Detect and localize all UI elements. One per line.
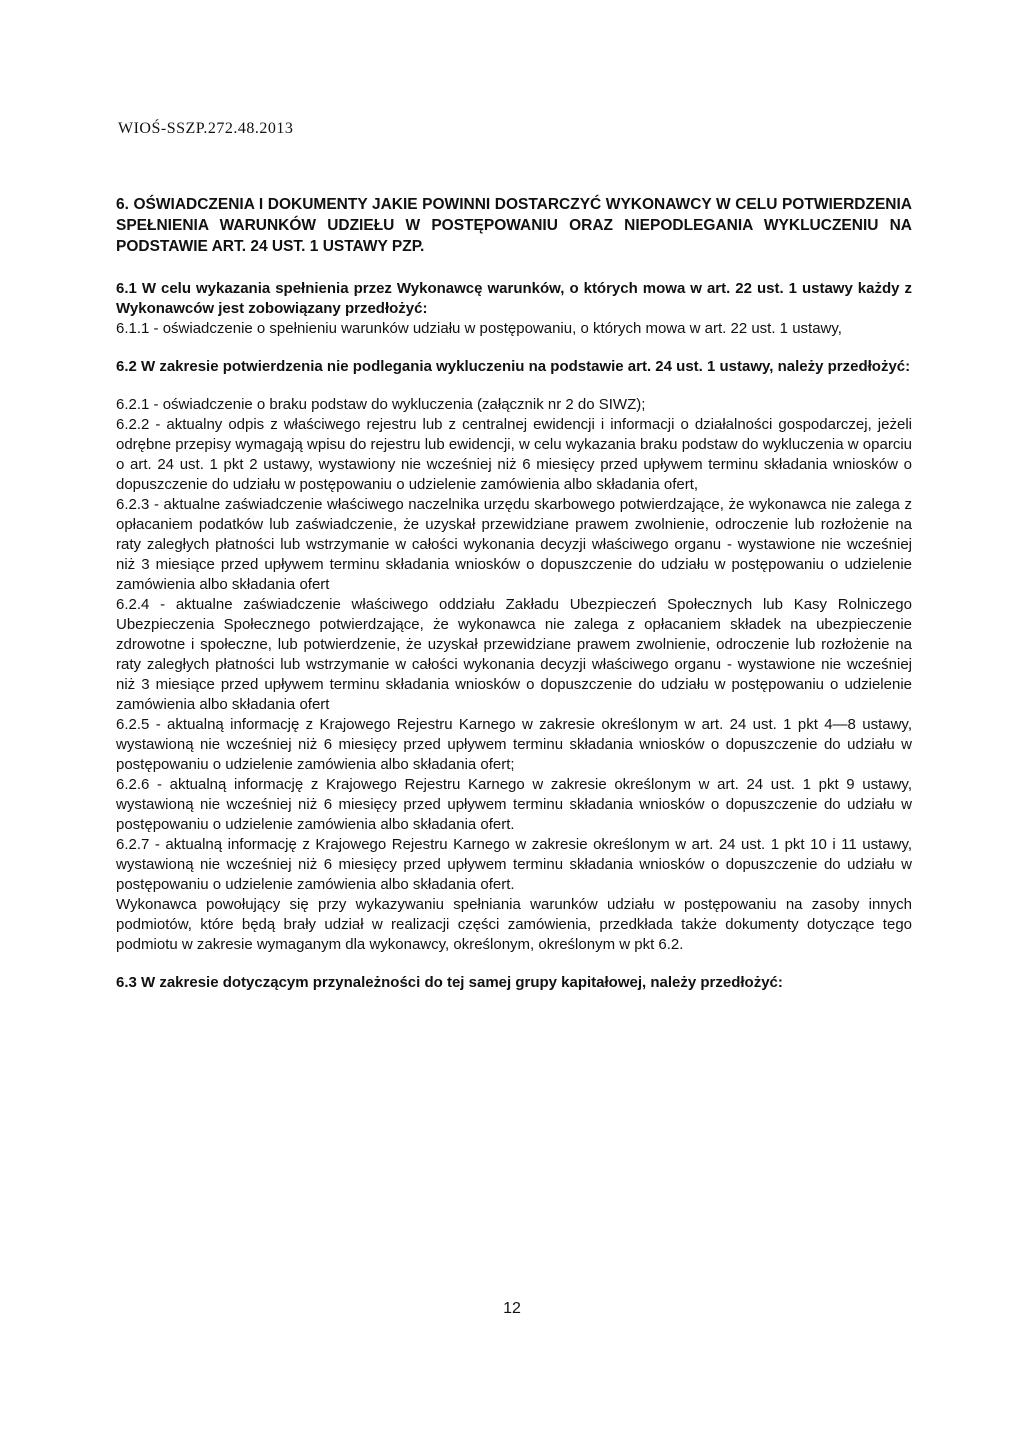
item-6-2-5: 6.2.5 - aktualną informację z Krajowego Rejestru Karnego w zakresie określonym w art. 24 ust. 1 pkt 4—8 ustawy, wystawioną nie wcześniej niż 6 miesięcy przed upływem terminu składania wniosków o dopuszczenie do udziału w postępowaniu o udzielenie zamówienia albo składania ofert; (116, 716, 912, 773)
document-body (116, 194, 912, 993)
item-6-2-4: 6.2.4 - aktualne zaświadczenie właściwego oddziału Zakładu Ubezpieczeń Społecznych lub Kasy Rolniczego Ubezpieczenia Społecznego potwierdzające, że wykonawca nie zalega z opłacaniem składek na ubezpieczenie zdrowotne i społeczne, lub potwierdzenie, że uzyskał przewidziane prawem zwolnienie, odroczenie lub rozłożenie na raty zaległych płatności lub wstrzymanie w całości wykonania decyzji właściwego organu - wystawione nie wcześniej niż 3 miesiące przed upływem terminu składania wniosków o dopuszczenie do udziału w postępowaniu o udzielenie zamówienia albo składania ofert (116, 596, 912, 713)
section-6-2-note: Wykonawca powołujący się przy wykazywaniu spełniania warunków udziału w postępowaniu na zasoby innych podmiotów, które będą brały udział w realizacji części zamówienia, przedkłada także dokumenty dotyczące tego podmiotu w zakresie wymaganym dla wykonawcy, określonym, określonym w pkt 6.2. (116, 896, 912, 953)
item-6-2-3: 6.2.3 - aktualne zaświadczenie właściwego naczelnika urzędu skarbowego potwierdzające, że wykonawca nie zalega z opłacaniem podatków lub zaświadczenie, że uzyskał przewidziane prawem zwolnienie, odroczenie lub rozłożenie na raty zaległych płatności lub wstrzymanie w całości wykonania decyzji właściwego organu - wystawione nie wcześniej niż 3 miesiące przed upływem terminu składania wniosków o dopuszczenie do udziału w postępowaniu o udzielenie zamówienia albo składania ofert (116, 496, 912, 593)
item-6-2-1: 6.2.1 - oświadczenie o braku podstaw do wykluczenia (załącznik nr 2 do SIWZ); (116, 396, 646, 413)
section-6-2-heading: 6.2 W zakresie potwierdzenia nie podlegania wykluczeniu na podstawie art. 24 ust. 1 ustawy, należy przedłożyć: (116, 358, 911, 375)
item-6-2-6: 6.2.6 - aktualną informację z Krajowego Rejestru Karnego w zakresie określonym w art. 24 ust. 1 pkt 9 ustawy, wystawioną nie wcześniej niż 6 miesięcy przed upływem terminu składania wniosków o dopuszczenie do udziału w postępowaniu o udzielenie zamówienia albo składania ofert. (116, 776, 912, 833)
section-6-1-heading: 6.1 W celu wykazania spełnienia przez Wykonawcę warunków, o których mowa w art. 22 ust. 1 ustawy każdy z Wykonawców jest zobowiązany przedłożyć: (116, 280, 912, 317)
document-reference: WIOŚ-SSZP.272.48.2013 (118, 120, 294, 137)
section-6-title: 6. OŚWIADCZENIA I DOKUMENTY JAKIE POWINNI DOSTARCZYĆ WYKONAWCY W CELU POTWIERDZENIA SPEŁNIENIA WARUNKÓW UDZIEŁU W POSTĘPOWANIU ORAZ NIEPODLEGANIA WYKLUCZENIU NA PODSTAWIE ART. 24 UST. 1 USTAWY PZP. (116, 196, 912, 255)
item-6-2-2: 6.2.2 - aktualny odpis z właściwego rejestru lub z centralnej ewidencji i informacji o działalności gospodarczej, jeżeli odrębne przepisy wymagają wpisu do rejestru lub ewidencji, w celu wykazania braku podstaw do wykluczenia w oparciu o art. 24 ust. 1 pkt 2 ustawy, wystawiony nie wcześniej niż 6 miesięcy przed upływem terminu składania wniosków o dopuszczenie do udziału w postępowaniu o udzielenie zamówienia albo składania ofert, (116, 416, 912, 493)
item-6-2-7: 6.2.7 - aktualną informację z Krajowego Rejestru Karnego w zakresie określonym w art. 24 ust. 1 pkt 10 i 11 ustawy, wystawioną nie wcześniej niż 6 miesięcy przed upływem terminu składania wniosków o dopuszczenie do udziału w postępowaniu o udzielenie zamówienia albo składania ofert. (116, 836, 912, 893)
section-6-3-heading: 6.3 W zakresie dotyczącym przynależności do tej samej grupy kapitałowej, należy przedłożyć: (116, 974, 783, 991)
page-number: 12 (503, 1300, 521, 1317)
item-6-1-1: 6.1.1 - oświadczenie o spełnieniu warunków udziału w postępowaniu, o których mowa w art. 22 ust. 1 ustawy, (116, 320, 842, 337)
